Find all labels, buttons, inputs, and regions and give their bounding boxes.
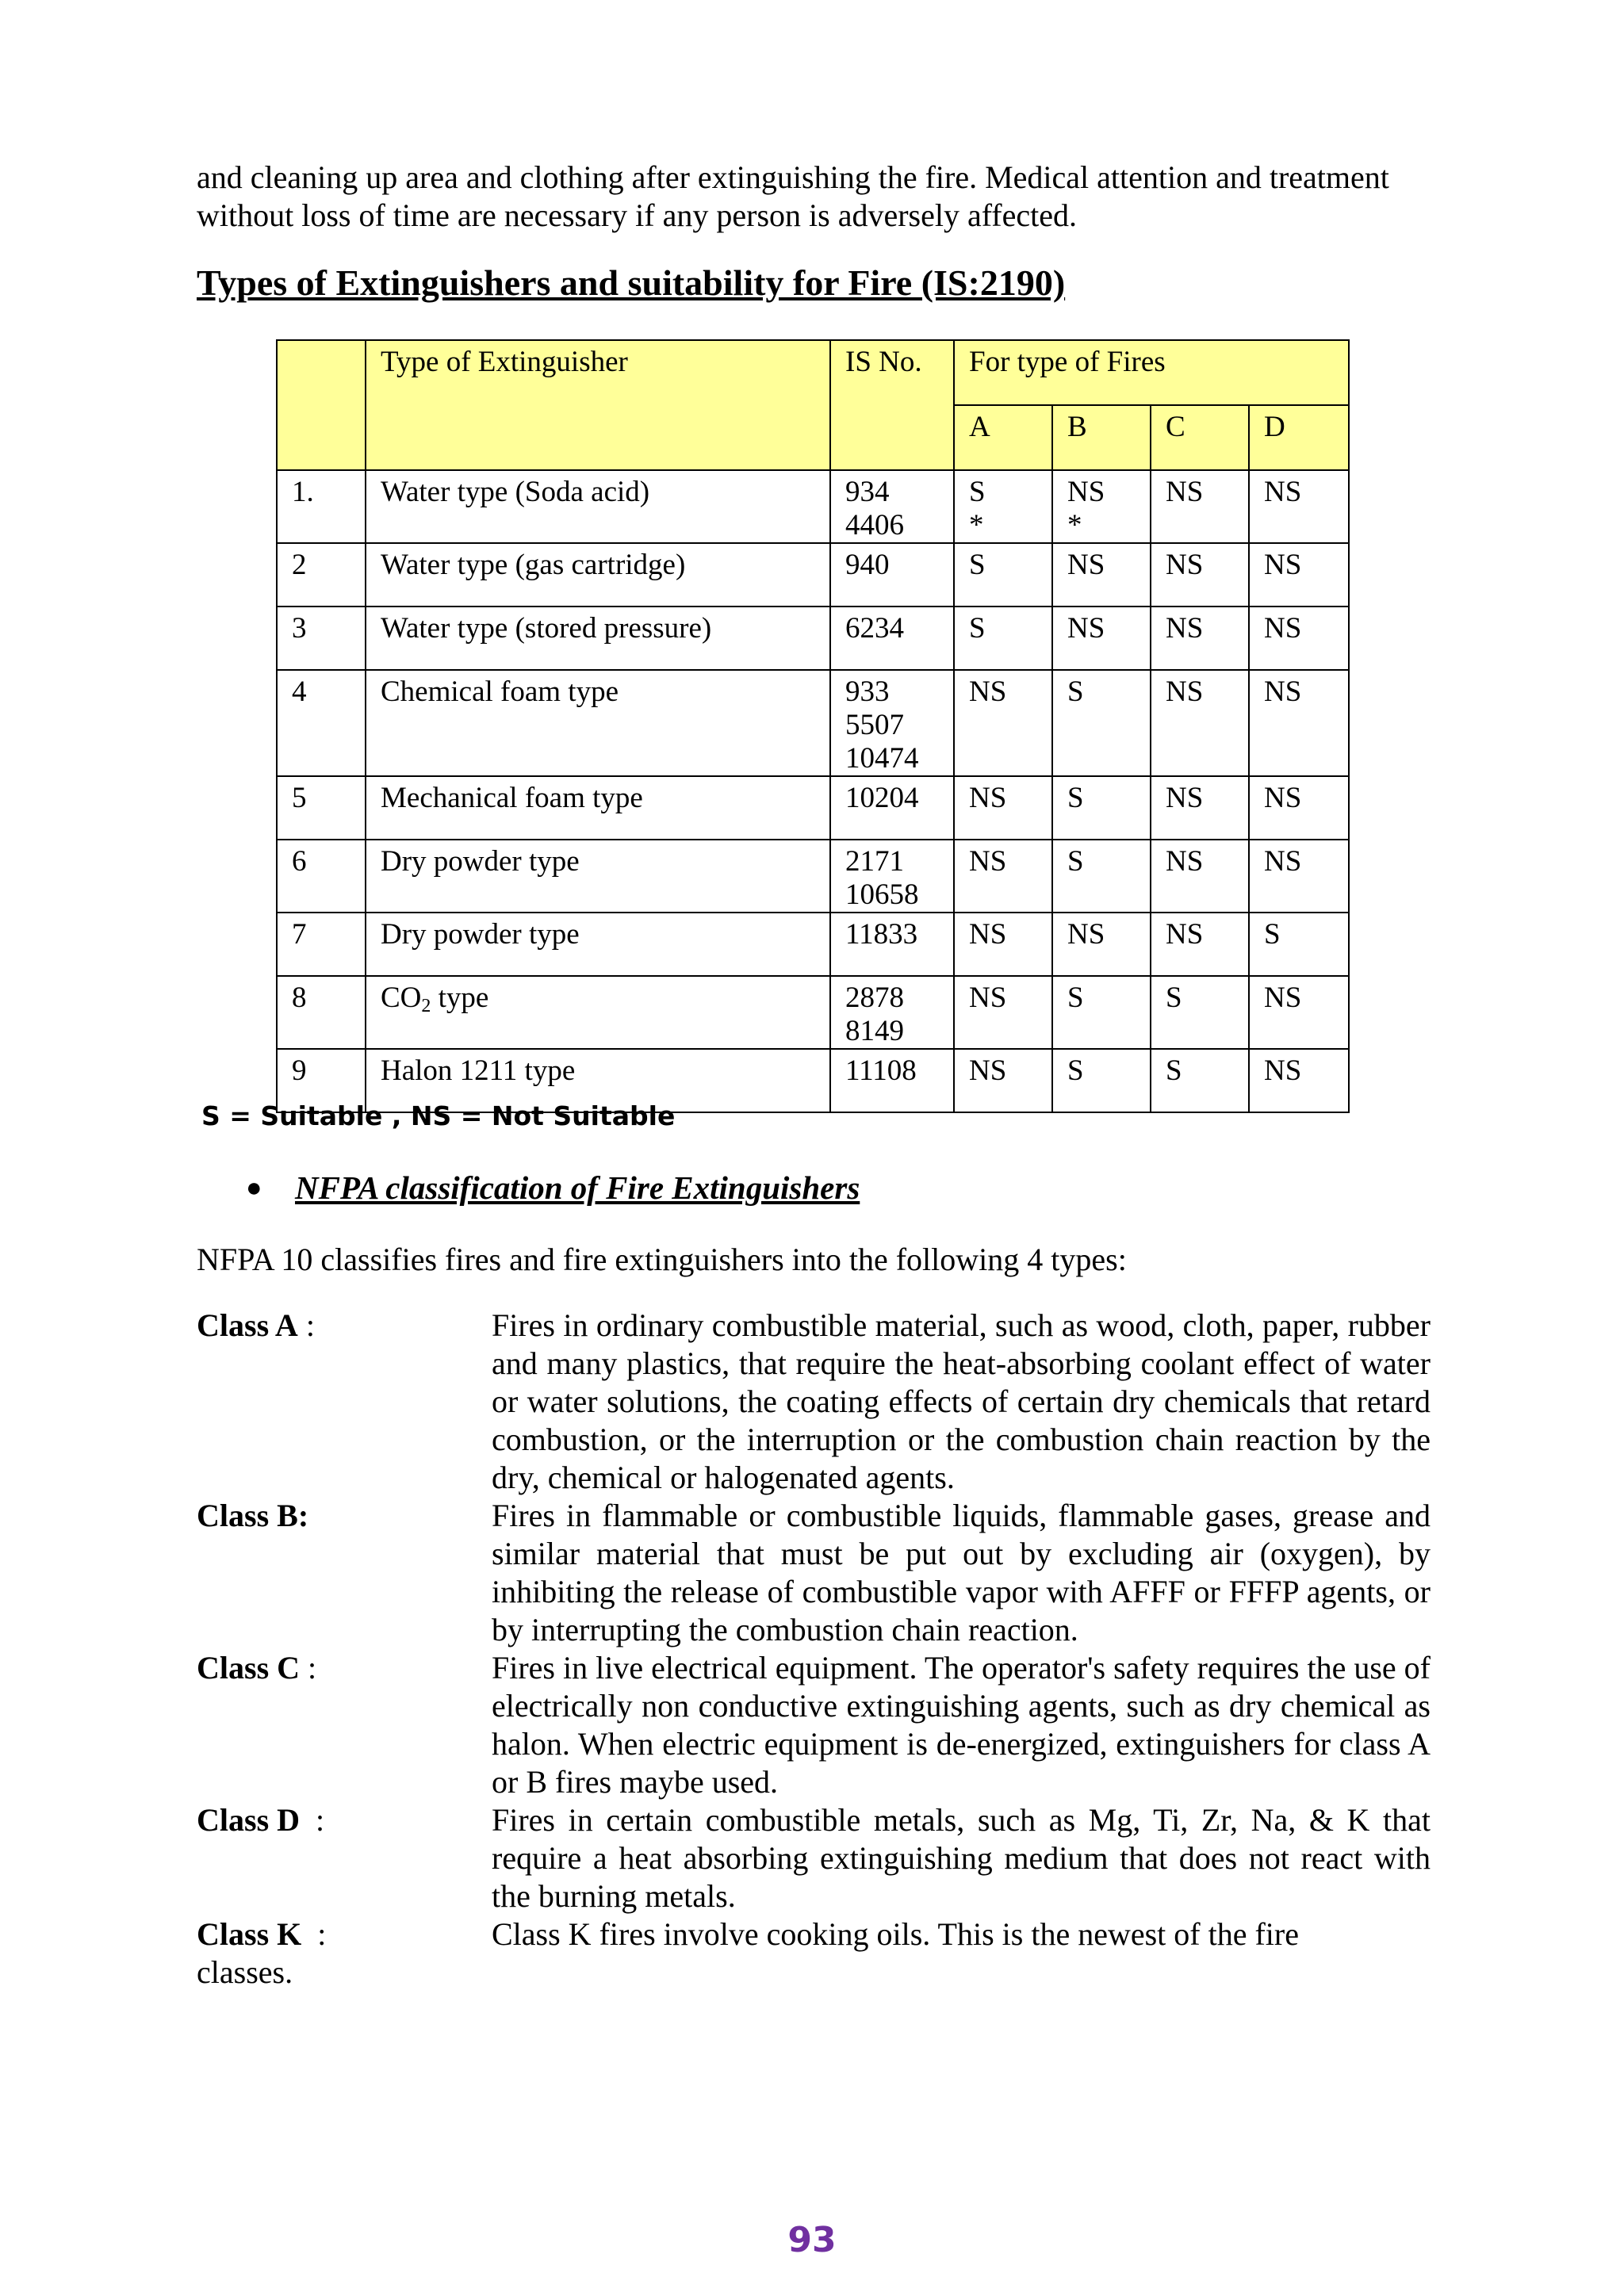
row-class-a: S * — [954, 470, 1052, 543]
row-class-b: S — [1052, 776, 1151, 840]
row-type: Mechanical foam type — [366, 776, 830, 840]
row-class-c: NS — [1151, 543, 1249, 607]
table-row — [277, 670, 1349, 776]
row-class-a: NS — [954, 776, 1052, 840]
row-class-d: NS — [1249, 543, 1349, 607]
row-class-a: S — [954, 543, 1052, 607]
row-class-b: NS — [1052, 607, 1151, 670]
row-class-b: S — [1052, 1049, 1151, 1112]
table-row — [277, 543, 1349, 607]
row-type: Halon 1211 type — [366, 1049, 830, 1112]
row-class-c: S — [1151, 976, 1249, 1049]
row-num: 1. — [277, 470, 366, 543]
row-class-c: S — [1151, 1049, 1249, 1112]
row-class-b: S — [1052, 670, 1151, 776]
row-is-no: 11833 — [830, 913, 954, 976]
class-k-continuation: classes. — [197, 1954, 293, 1990]
table-row — [277, 607, 1349, 670]
row-num: 3 — [277, 607, 366, 670]
row-class-c: NS — [1151, 670, 1249, 776]
class-d-entry: Class D : Fires in certain combustible metals, such as Mg, Ti, Zr, Na, & K that require a heat absorbing extinguishing medium that does not react with the burning metals. — [197, 1802, 1431, 1914]
class-d-label: Class D — [197, 1802, 301, 1838]
row-class-d: NS — [1249, 1049, 1349, 1112]
nfpa-bullet — [246, 1169, 860, 1207]
class-a-description: Fires in ordinary combustible material, such as wood, cloth, paper, rubber and many plastics, that require the heat-absorbing coolant effect of water or water solutions, the coating effects of certain dry chemicals that retard combustion, or the interruption or the combustion chain reaction by the dry, chemical or halogenated agents. — [492, 1307, 1431, 1495]
row-type: Dry powder type — [366, 840, 830, 913]
row-is-no: 2878 8149 — [830, 976, 954, 1049]
row-num: 4 — [277, 670, 366, 776]
class-c-entry: Class C : Fires in live electrical equipment. The operator's safety requires the use of electrically non conductive extinguishing agents, such as dry chemical as halon. When electric equipment is de-energized, extinguishers for class A or B fires maybe used. — [197, 1650, 1431, 1800]
row-class-b: NS — [1052, 543, 1151, 607]
row-type: Dry powder type — [366, 913, 830, 976]
table-row — [277, 470, 1349, 543]
header-fires-cell: For type of Fires — [954, 340, 1349, 405]
row-class-c: NS — [1151, 913, 1249, 976]
row-is-no: 933 5507 10474 — [830, 670, 954, 776]
class-b-entry — [197, 1497, 1431, 1649]
row-class-d: NS — [1249, 776, 1349, 840]
row-num: 7 — [277, 913, 366, 976]
fire-classes-list — [197, 1307, 1431, 1992]
section-heading: Types of Extinguishers and suitability for Fire (IS:2190) — [197, 262, 1066, 303]
header-num-cell — [277, 340, 366, 470]
row-class-c: NS — [1151, 840, 1249, 913]
class-c-label: Class C — [197, 1650, 301, 1686]
header-class-b: B — [1052, 405, 1151, 470]
row-class-d: NS — [1249, 840, 1349, 913]
table-row — [277, 776, 1349, 840]
row-is-no: 11108 — [830, 1049, 954, 1112]
row-class-a: NS — [954, 1049, 1052, 1112]
row-class-b: S — [1052, 976, 1151, 1049]
row-class-b: NS * — [1052, 470, 1151, 543]
header-is-no-cell: IS No. — [830, 340, 954, 470]
class-d-description: Fires in certain combustible metals, such as Mg, Ti, Zr, Na, & K that require a heat absorbing extinguishing medium that does not react with the burning metals. — [492, 1802, 1431, 1914]
class-a-label: Class A — [197, 1307, 298, 1343]
class-b-description: Fires in flammable or combustible liquids, flammable gases, grease and similar material that must be put out by excluding air (oxygen), by inhibiting the release of combustible vapor with AFFF or FFFP agents, or by interrupting the combustion chain reaction. — [492, 1498, 1431, 1647]
class-a-entry: Class A : Fires in ordinary combustible material, such as wood, cloth, paper, rubber and many plastics, that require the heat-absorbing coolant effect of water or water solutions, the coating effects of certain dry chemicals that retard combustion, or the interruption or the combustion chain reaction by the dry, chemical or halogenated agents. — [197, 1307, 1431, 1495]
row-class-c: NS — [1151, 607, 1249, 670]
header-class-d: D — [1249, 405, 1349, 470]
row-class-d: NS — [1249, 607, 1349, 670]
header-class-a: A — [954, 405, 1052, 470]
nfpa-subheading: NFPA classification of Fire Extinguishers — [295, 1169, 860, 1206]
table-row — [277, 976, 1349, 1049]
row-class-a: NS — [954, 670, 1052, 776]
row-class-d: NS — [1249, 976, 1349, 1049]
row-is-no: 934 4406 — [830, 470, 954, 543]
intro-paragraph: and cleaning up area and clothing after extinguishing the fire. Medical attention and treatment without loss of time are necessary if any person is adversely affected. — [197, 159, 1389, 233]
class-k-description: Class K fires involve cooking oils. This is the newest of the fire — [492, 1916, 1299, 1952]
row-class-c: NS — [1151, 470, 1249, 543]
row-type: Water type (stored pressure) — [366, 607, 830, 670]
page-number: 93 — [787, 2220, 837, 2260]
row-num: 8 — [277, 976, 366, 1049]
row-num: 5 — [277, 776, 366, 840]
row-type: Water type (gas cartridge) — [366, 543, 830, 607]
nfpa-intro-text: NFPA 10 classifies fires and fire extinguishers into the following 4 types: — [197, 1242, 1127, 1277]
class-k-entry: Class K : Class K fires involve cooking oils. This is the newest of the fire — [197, 1915, 1431, 1954]
table-row — [277, 840, 1349, 913]
row-num: 6 — [277, 840, 366, 913]
header-class-c: C — [1151, 405, 1249, 470]
row-type: Chemical foam type — [366, 670, 830, 776]
class-c-description: Fires in live electrical equipment. The operator's safety requires the use of electrically non conductive extinguishing agents, such as dry chemical as halon. When electric equipment is de-energized, extinguishers for class A or B fires maybe used. — [492, 1650, 1431, 1800]
row-class-a: NS — [954, 840, 1052, 913]
row-class-a: S — [954, 607, 1052, 670]
header-type-cell: Type of Extinguisher — [366, 340, 830, 470]
row-class-d: S — [1249, 913, 1349, 976]
row-num: 2 — [277, 543, 366, 607]
row-is-no: 2171 10658 — [830, 840, 954, 913]
row-type: Water type (Soda acid) — [366, 470, 830, 543]
row-is-no: 940 — [830, 543, 954, 607]
row-class-b: NS — [1052, 913, 1151, 976]
row-type: $CO_2$ type — [366, 976, 830, 1049]
class-k-label: Class K — [197, 1916, 302, 1952]
extinguisher-table — [276, 339, 1350, 1113]
row-class-c: NS — [1151, 776, 1249, 840]
row-is-no: 6234 — [830, 607, 954, 670]
table-header-row — [277, 340, 1349, 405]
row-num: 9 — [277, 1049, 366, 1112]
row-is-no: 10204 — [830, 776, 954, 840]
row-class-d: NS — [1249, 470, 1349, 543]
row-class-a: NS — [954, 976, 1052, 1049]
row-class-a: NS — [954, 913, 1052, 976]
class-b-label: Class B: — [197, 1498, 309, 1533]
table-row — [277, 913, 1349, 976]
table-legend: S = Suitable , NS = Not Suitable — [201, 1100, 676, 1131]
row-class-d: NS — [1249, 670, 1349, 776]
row-class-b: S — [1052, 840, 1151, 913]
bullet-dot-icon: ● — [246, 1173, 262, 1203]
